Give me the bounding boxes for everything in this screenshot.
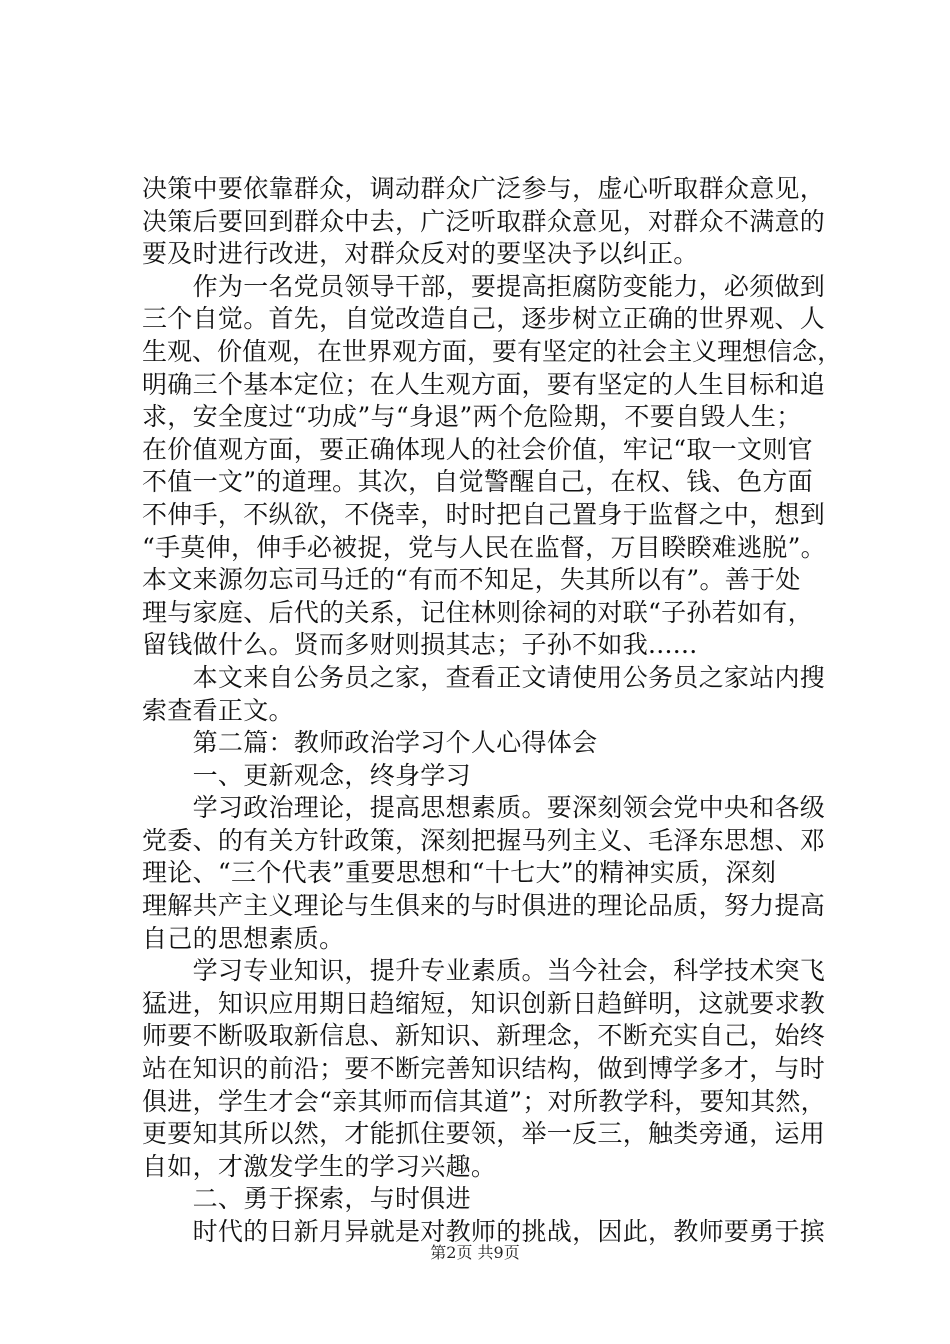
text-line: 索查看正文。 [142,695,294,725]
text-line: 自如，才激发学生的学习兴趣。 [142,1151,497,1181]
text-line: 自己的思想素质。 [142,923,345,953]
text-line: 要及时进行改进，对群众反对的要坚决予以纠正。 [142,239,699,269]
text-line: 一、更新观念，终身学习 [142,760,471,790]
text-line: “手莫伸，伸手必被捉，党与人民在监督，万目睽睽难逃脱”。 [142,532,826,562]
text-line: 站在知识的前沿；要不断完善知识结构，做到博学多才，与时 [142,1054,826,1084]
text-line: 不值一文”的道理。其次，自觉警醒自己，在权、钱、色方面 [142,467,813,497]
text-line: 决策后要回到群众中去，广泛听取群众意见，对群众不满意的 [142,206,826,236]
text-line: 求，安全度过“功成”与“身退”两个危险期，不要自毁人生； [142,402,802,432]
text-line: 二、勇于探索，与时俱进 [142,1184,471,1214]
text-line: 明确三个基本定位；在人生观方面，要有坚定的人生目标和追 [142,369,826,399]
text-line: 作为一名党员领导干部，要提高拒腐防变能力，必须做到 [142,271,826,301]
text-line: 党委、的有关方针政策，深刻把握马列主义、毛泽东思想、邓 [142,825,826,855]
text-line: 生观、价值观，在世界观方面，要有坚定的社会主义理想信念， [142,336,843,366]
text-line: 三个自觉。首先，自觉改造自己，逐步树立正确的世界观、人 [142,304,826,334]
text-line: 师要不断吸取新信息、新知识、新理念，不断充实自己，始终 [142,1021,826,1051]
text-line: 不伸手，不纵欲，不侥幸，时时把自己置身于监督之中，想到 [142,499,826,529]
page-footer: 第2页 共9页 [430,1243,520,1262]
text-line: 留钱做什么。贤而多财则损其志；子孙不如我...... [142,630,698,660]
text-line: 时代的日新月异就是对教师的挑战，因此，教师要勇于摈 [142,1217,826,1246]
text-line: 本文来源勿忘司马迁的“有而不知足，失其所以有”。善于处 [142,565,801,595]
text-line: 猛进，知识应用期日趋缩短，知识创新日趋鲜明，这就要求教 [142,988,826,1018]
text-line: 理与家庭、后代的关系，记住林则徐祠的对联“子孙若如有， [142,597,813,627]
text-line: 第二篇：教师政治学习个人心得体会 [142,728,598,758]
text-line: 本文来自公务员之家，查看正文请使用公务员之家站内搜 [142,662,826,692]
text-line: 更要知其所以然，才能抓住要领，举一反三，触类旁通，运用 [142,1119,826,1149]
text-line: 理解共产主义理论与生俱来的与时俱进的理论品质，努力提高 [142,891,826,921]
text-line: 学习政治理论，提高思想素质。要深刻领会党中央和各级 [142,793,826,823]
text-line: 决策中要依靠群众，调动群众广泛参与，虚心听取群众意见， [142,174,826,203]
text-line: 俱进，学生才会“亲其师而信其道”；对所教学科，要知其然， [142,1086,826,1116]
document-body [142,173,842,1249]
text-line: 在价值观方面，要正确体现人的社会价值，牢记“取一文则官 [142,434,813,464]
text-line: 学习专业知识，提升专业素质。当今社会，科学技术突飞 [142,956,826,986]
text-line: 理论、“三个代表”重要思想和“十七大”的精神实质，深刻 [142,858,777,888]
